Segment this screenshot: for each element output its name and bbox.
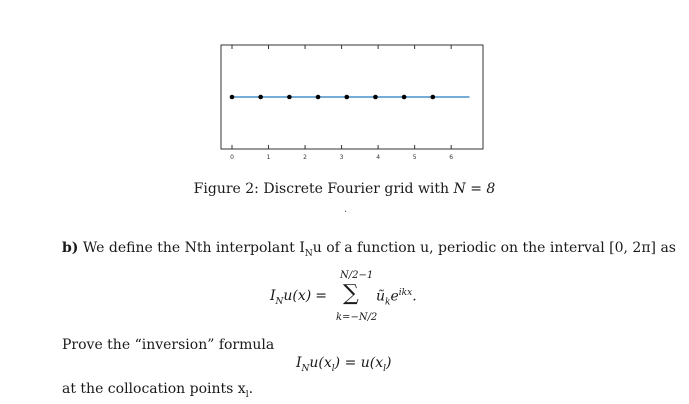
grid-point bbox=[344, 95, 349, 100]
statement-rest: u of a function u, periodic on the interval [0, 2π] as bbox=[312, 240, 676, 256]
eq1-lhs: $I_Nu(x)$ = bbox=[270, 288, 327, 307]
caption-math: N = 8 bbox=[453, 181, 496, 197]
closing-text: at the collocation points $x_l$. bbox=[62, 381, 254, 400]
statement-sub: N bbox=[304, 248, 313, 259]
sum-symbol: ∑ bbox=[343, 281, 359, 306]
statement-text: We define the Nth interpolant I bbox=[82, 240, 305, 256]
grid-point bbox=[373, 95, 378, 100]
inversion-equation: $I_Nu(x_l) = u(x_l)$ bbox=[296, 355, 392, 374]
grid-point bbox=[258, 95, 263, 100]
figure-caption bbox=[0, 181, 689, 197]
x-tick-label: 4 bbox=[376, 154, 381, 161]
sum-lower-limit: k=−N/2 bbox=[336, 312, 378, 323]
problem-statement bbox=[62, 240, 676, 259]
x-tick-label: 6 bbox=[449, 154, 454, 161]
grid-point bbox=[287, 95, 292, 100]
grid-point bbox=[402, 95, 407, 100]
grid-point bbox=[316, 95, 321, 100]
caption-prefix: Figure 2: Discrete Fourier grid with bbox=[193, 181, 450, 197]
x-tick-label: 0 bbox=[230, 154, 234, 161]
grid-point bbox=[230, 95, 235, 100]
x-tick-label: 1 bbox=[266, 154, 271, 161]
x-tick-label: 2 bbox=[303, 154, 307, 161]
sum-upper-limit: N/2−1 bbox=[340, 270, 374, 281]
sum-term: $ũ_ke^{ikx}$. bbox=[376, 288, 417, 308]
x-tick-label: 3 bbox=[339, 154, 344, 161]
part-label: b) bbox=[62, 240, 79, 256]
figure-2 bbox=[0, 0, 689, 200]
center-dot: · bbox=[344, 207, 348, 218]
prove-text: Prove the “inversion” formula bbox=[62, 337, 275, 353]
interpolant-equation bbox=[268, 270, 438, 330]
grid-point bbox=[431, 95, 436, 100]
discrete-grid-plot bbox=[0, 0, 689, 200]
x-tick-label: 5 bbox=[412, 154, 417, 161]
